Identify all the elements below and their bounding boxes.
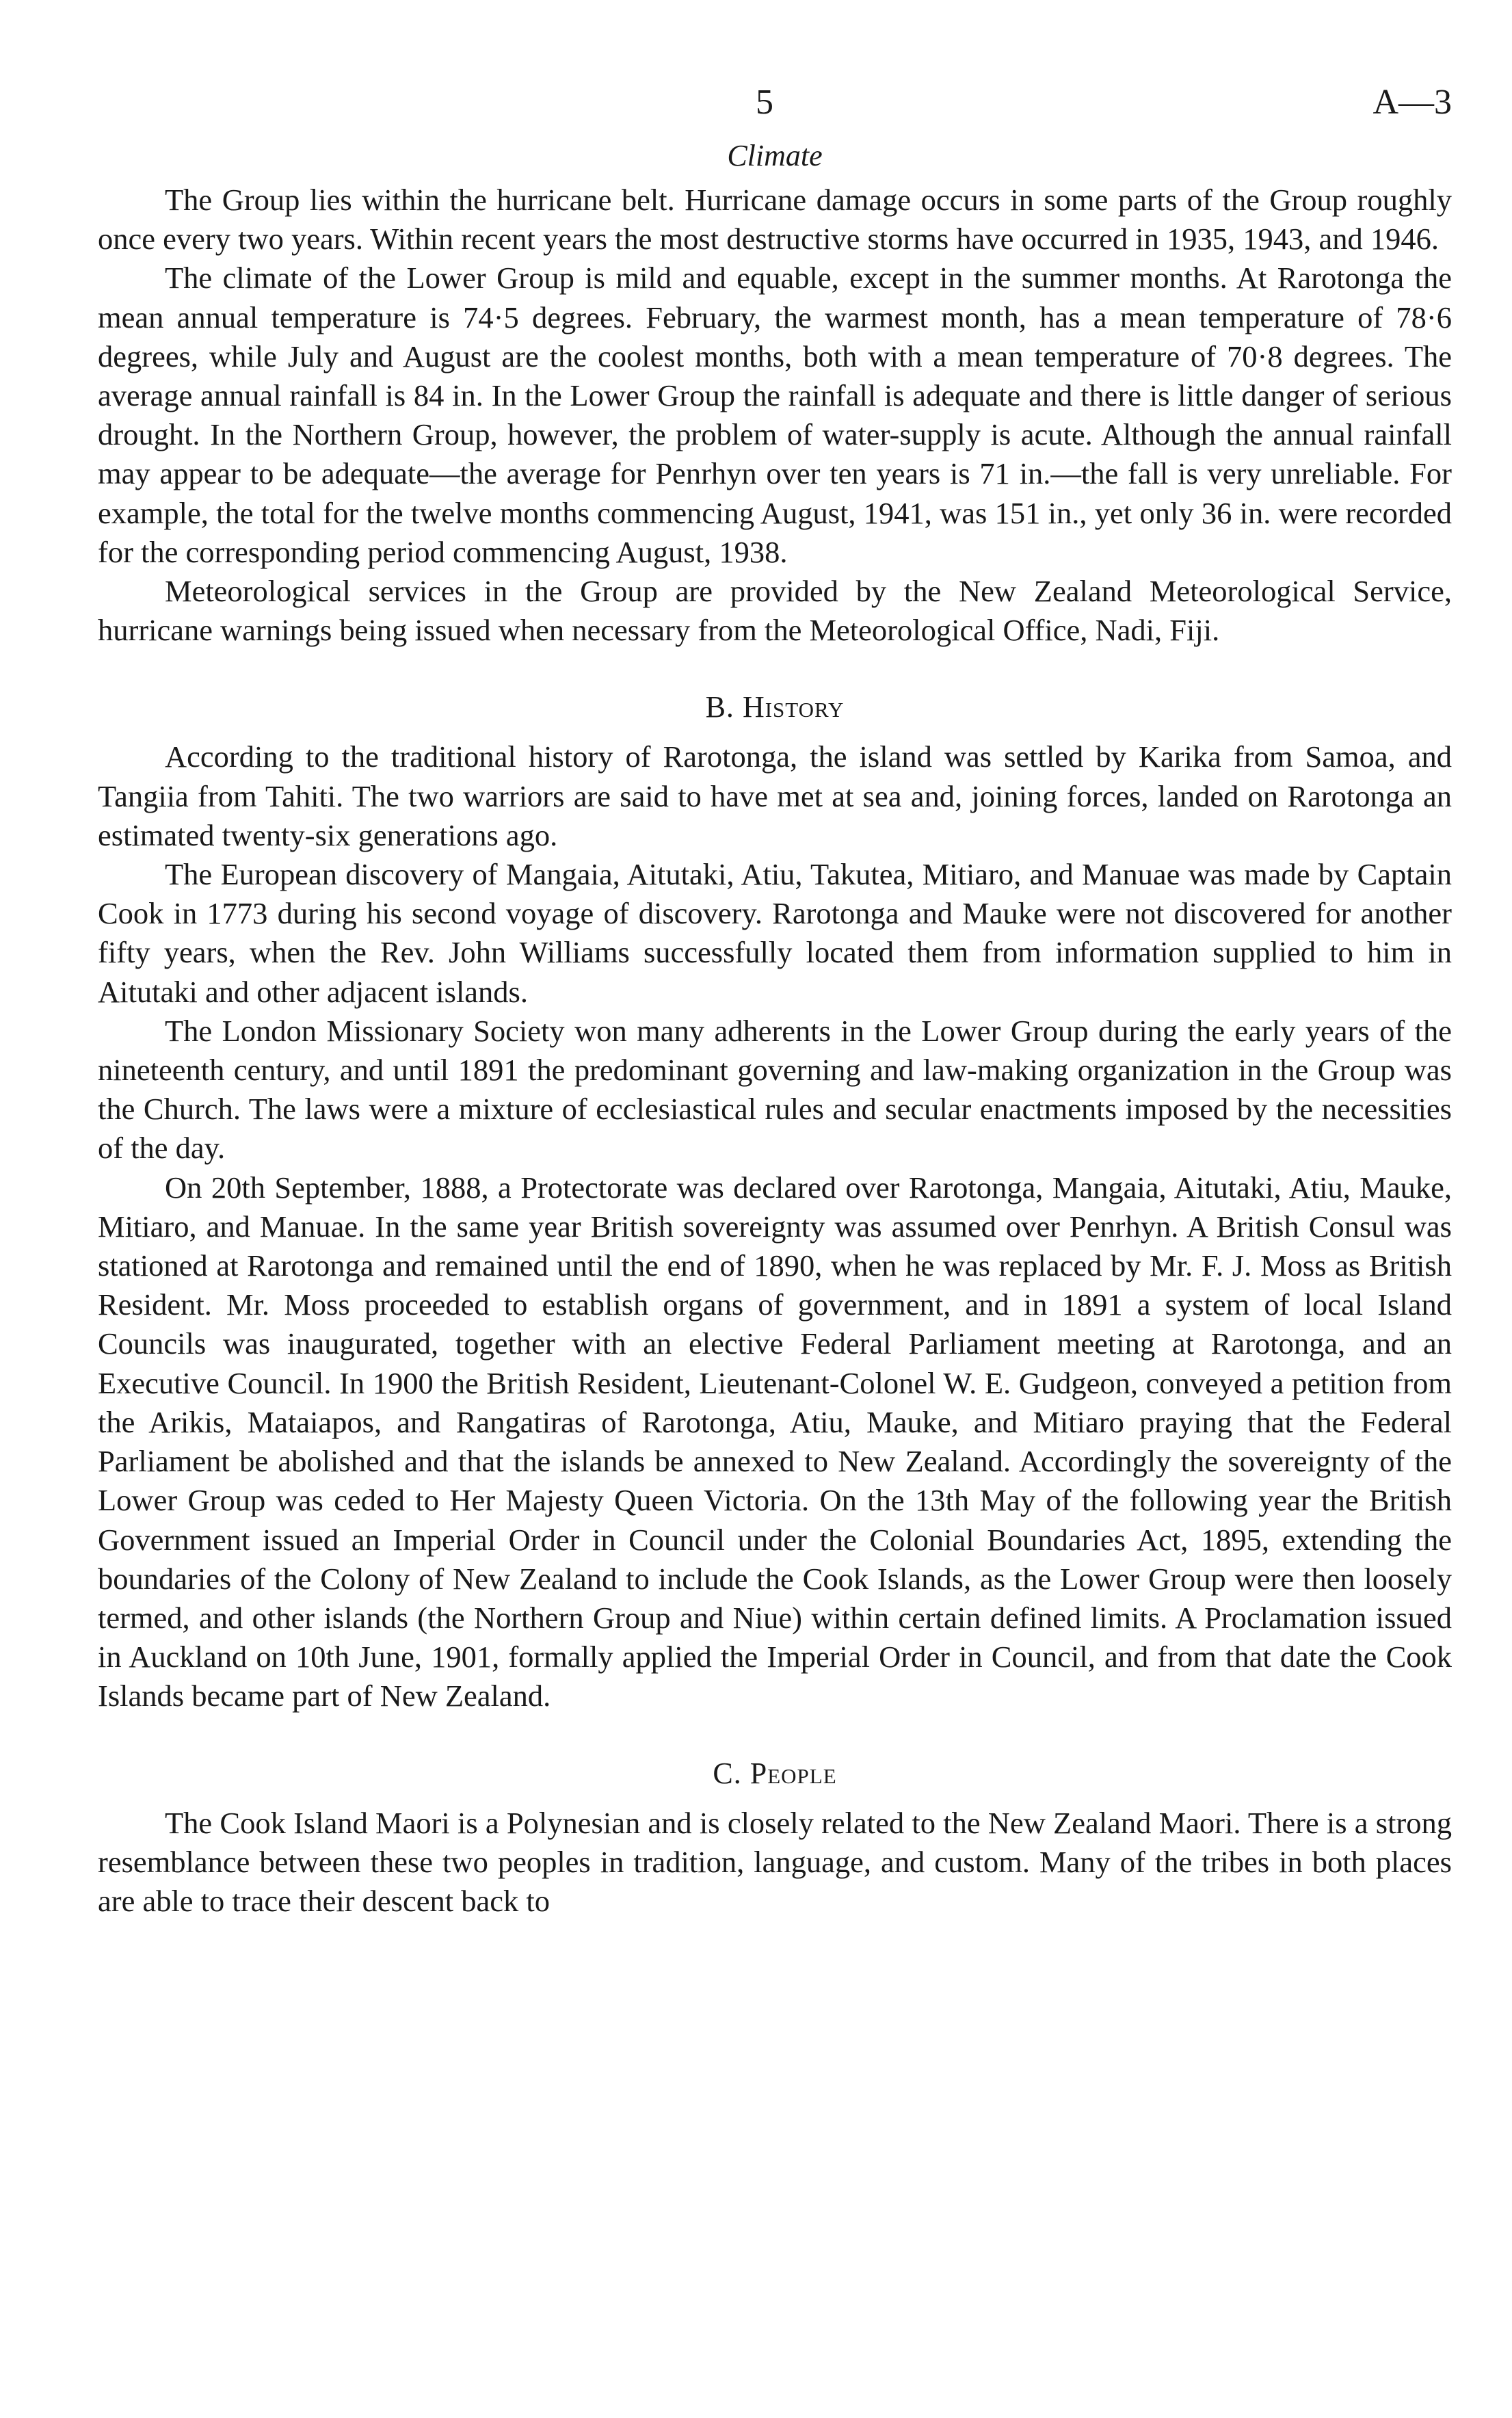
climate-paragraph: Meteorological services in the Group are provided by the New Zealand Meteorological Service, hurricane warnings being issued when necessary from the Meteorological Office, Nadi, Fiji.: [98, 574, 1452, 648]
people-heading-text: People: [750, 1756, 837, 1790]
climate-paragraph: The climate of the Lower Group is mild and equable, except in the summer months. At Rarotonga the mean annual temperature is 74·5 degrees. February, the warmest month, has a mean temperature of 78·6 degrees, while July and August are the coolest months, both with a mean temperature of 70·8 degrees. The average annual rainfall is 84 in. In the Lower Group the rainfall is adequate and there is little danger of serious drought. In the Northern Group, however, the problem of water-supply is acute. Although the annual rainfall may appear to be adequate—the average for Penrhyn over ten years is 71 in.—the fall is very unreliable. For example, the total for the twelve months commencing August, 1941, was 151 in., yet only 36 in. were recorded for the corresponding period commencing August, 1938.: [98, 261, 1452, 569]
page-header: [98, 82, 1452, 137]
people-heading-letter: C.: [713, 1756, 742, 1790]
document-page: [98, 82, 1452, 1921]
people-paragraph: The Cook Island Maori is a Polynesian and is closely related to the New Zealand Maori. There is a strong resemblance between these two peoples in tradition, language, and custom. Many of the tribes in both places are able to trace their descent back to: [98, 1805, 1452, 1918]
history-paragraph: According to the traditional history of Rarotonga, the island was settled by Karika from Samoa, and Tangiia from Tahiti. The two warriors are said to have met at sea and, joining forces, landed on Rarotonga an estimated twenty-six generations ago.: [98, 739, 1452, 852]
history-heading: [98, 688, 1452, 726]
history-paragraph: The London Missionary Society won many adherents in the Lower Group during the early years of the nineteenth century, and until 1891 the predominant governing and law-making organization in the Group was the Church. The laws were a mixture of ecclesiastical rules and secular enactments imposed by the necessities of the day.: [98, 1013, 1452, 1166]
page-number: 5: [756, 83, 773, 122]
history-heading-text: History: [742, 690, 845, 724]
history-paragraph: The European discovery of Mangaia, Aitutaki, Atiu, Takutea, Mitiaro, and Manuae was made by Captain Cook in 1773 during his second voyage of discovery. Rarotonga and Mauke were not discovered for another fifty years, when the Rev. John Williams successfully located them from information supplied to him in Aitutaki and other adjacent islands.: [98, 857, 1452, 1009]
climate-heading: Climate: [727, 139, 823, 172]
history-heading-letter: B.: [705, 690, 734, 724]
climate-paragraph: The Group lies within the hurricane belt. Hurricane damage occurs in some parts of the Group roughly once every two years. Within recent years the most destructive storms have occurred in 1935, 1943, and 1946.: [98, 183, 1452, 257]
people-heading: [98, 1755, 1452, 1793]
document-reference: A—3: [1372, 83, 1452, 122]
history-paragraph: On 20th September, 1888, a Protectorate was declared over Rarotonga, Mangaia, Aitutaki, Atiu, Mauke, Mitiaro, and Manuae. In the same year British sovereignty was assumed over Penrhyn. A British Consul was stationed at Rarotonga and remained until the end of 1890, when he was replaced by Mr. F. J. Moss as British Resident. Mr. Moss proceeded to establish organs of government, and in 1891 a system of local Island Councils was inaugurated, together with an elective Federal Parliament meeting at Rarotonga, and an Executive Council. In 1900 the British Resident, Lieutenant-Colonel W. E. Gudgeon, conveyed a petition from the Arikis, Mataiapos, and Rangatiras of Rarotonga, Atiu, Mauke, and Mitiaro praying that the Federal Parliament be abolished and that the islands be annexed to New Zealand. Accordingly the sovereignty of the Lower Group was ceded to Her Majesty Queen Victoria. On the 13th May of the following year the British Government issued an Imperial Order in Council under the Colonial Boundaries Act, 1895, extending the boundaries of the Colony of New Zealand to include the Cook Islands, as the Lower Group were then loosely termed, and other islands (the Northern Group and Niue) within certain defined limits. A Proclamation issued in Auckland on 10th June, 1901, formally applied the Imperial Order in Council, and from that date the Cook Islands became part of New Zealand.: [98, 1170, 1452, 1713]
